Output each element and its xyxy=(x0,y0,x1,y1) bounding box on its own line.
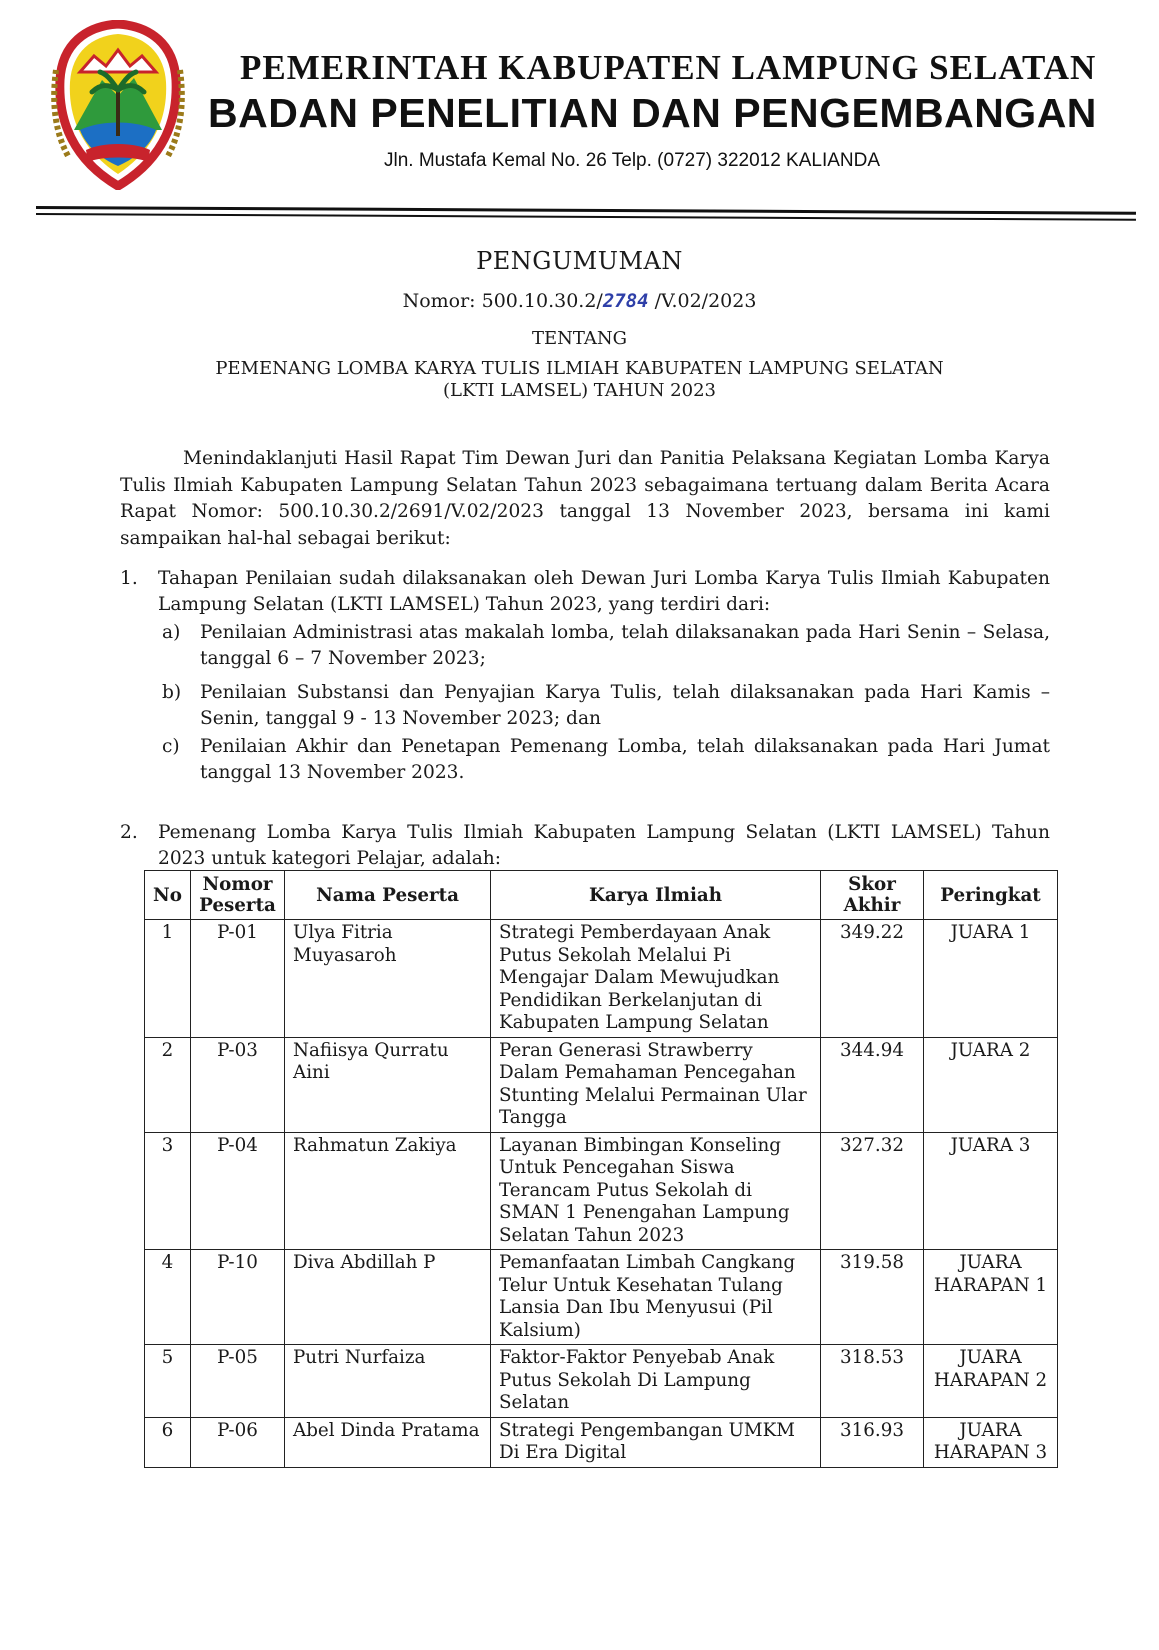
agency-address: Jln. Mustafa Kemal No. 26 Telp. (0727) 322012 KALIANDA xyxy=(384,150,881,171)
announcement-subject-line1: PEMENANG LOMBA KARYA TULIS ILMIAH KABUPATEN LAMPUNG SELATAN xyxy=(215,358,944,379)
cell-rank: JUARA 2 xyxy=(924,1037,1058,1132)
cell-rank: JUARA HARAPAN 1 xyxy=(924,1250,1058,1345)
table-row xyxy=(145,920,1058,1038)
cell-score: 327.32 xyxy=(821,1132,924,1250)
table-header-row xyxy=(145,871,1058,920)
cell-participant-number: P-06 xyxy=(191,1417,285,1467)
cell-score: 344.94 xyxy=(821,1037,924,1132)
table-row xyxy=(145,1037,1058,1132)
cell-rank: JUARA HARAPAN 3 xyxy=(924,1417,1058,1467)
table-row xyxy=(145,1345,1058,1418)
cell-score: 349.22 xyxy=(821,920,924,1038)
handwritten-number: 2784 xyxy=(602,290,649,312)
cell-work: Strategi Pemberdayaan Anak Putus Sekolah Melalui Pi Mengajar Dalam Mewujudkan Pendidikan Berkelanjutan di Kabupaten Lampung Selatan xyxy=(491,920,821,1038)
cell-work: Faktor-Faktor Penyebab Anak Putus Sekolah Di Lampung Selatan xyxy=(491,1345,821,1418)
cell-name: Diva Abdillah P xyxy=(285,1250,491,1345)
cell-participant-number: P-03 xyxy=(191,1037,285,1132)
header-work: Karya Ilmiah xyxy=(491,871,821,920)
intro-paragraph xyxy=(120,446,1050,552)
cell-participant-number: P-04 xyxy=(191,1132,285,1250)
table-row xyxy=(145,1250,1058,1345)
header-rank: Peringkat xyxy=(924,871,1058,920)
sub-item-marker: c) xyxy=(162,736,180,757)
header-participant-number: Nomor Peserta xyxy=(191,871,285,920)
cell-participant-number: P-01 xyxy=(191,920,285,1038)
number-suffix: /V.02/2023 xyxy=(648,290,757,312)
header-no: No xyxy=(145,871,191,920)
announcement-title: PENGUMUMAN xyxy=(476,247,683,275)
announcement-about: TENTANG xyxy=(531,328,628,349)
letterhead-rule-thin xyxy=(36,213,1136,220)
cell-work: Peran Generasi Strawberry Dalam Pemahaman Pencegahan Stunting Melalui Permainan Ular Tangga xyxy=(491,1037,821,1132)
sub-item-text: Penilaian Substansi dan Penyajian Karya Tulis, telah dilaksanakan pada Hari Kamis – Senin, tanggal 9 - 13 November 2023; dan xyxy=(200,682,1050,729)
announcement-number xyxy=(0,290,1159,312)
header-name: Nama Peserta xyxy=(285,871,491,920)
cell-no: 4 xyxy=(145,1250,191,1345)
intro-text: Menindaklanjuti Hasil Rapat Tim Dewan Juri dan Panitia Pelaksana Kegiatan Lomba Karya Tulis Ilmiah Kabupaten Lampung Selatan Tahun 2023 sebagaimana tertuang dalam Berita Acara Rapat Nomor: 500.10.30.2/2691/V.02/2023 tanggal 13 November 2023, bersama ini kami sampaikan hal-hal sebagai berikut: xyxy=(120,448,1050,549)
cell-name: Ulya Fitria Muyasaroh xyxy=(285,920,491,1038)
cell-work: Layanan Bimbingan Konseling Untuk Pencegahan Siswa Terancam Putus Sekolah di SMAN 1 Penengahan Lampung Selatan Tahun 2023 xyxy=(491,1132,821,1250)
cell-work: Strategi Pengembangan UMKM Di Era Digital xyxy=(491,1417,821,1467)
cell-rank: JUARA 3 xyxy=(924,1132,1058,1250)
cell-name: Abel Dinda Pratama xyxy=(285,1417,491,1467)
government-name: PEMERINTAH KABUPATEN LAMPUNG SELATAN xyxy=(240,48,1097,87)
cell-no: 5 xyxy=(145,1345,191,1418)
header-score: Skor Akhir xyxy=(821,871,924,920)
winners-table xyxy=(144,870,1058,1468)
cell-name: Nafiisya Qurratu Aini xyxy=(285,1037,491,1132)
cell-name: Rahmatun Zakiya xyxy=(285,1132,491,1250)
sub-item-marker: b) xyxy=(162,682,182,703)
sub-item-marker: a) xyxy=(162,622,181,643)
cell-score: 319.58 xyxy=(821,1250,924,1345)
cell-no: 6 xyxy=(145,1417,191,1467)
number-prefix: Nomor: 500.10.30.2/ xyxy=(402,290,603,312)
item-marker: 1. xyxy=(120,568,138,589)
cell-no: 3 xyxy=(145,1132,191,1250)
sub-item-text: Penilaian Akhir dan Penetapan Pemenang Lomba, telah dilaksanakan pada Hari Jumat tanggal 13 November 2023. xyxy=(200,736,1050,783)
regency-emblem-logo xyxy=(50,20,186,190)
cell-work: Pemanfaatan Limbah Cangkang Telur Untuk Kesehatan Tulang Lansia Dan Ibu Menyusui (Pil Kalsium) xyxy=(491,1250,821,1345)
table-row xyxy=(145,1417,1058,1467)
cell-score: 316.93 xyxy=(821,1417,924,1467)
cell-score: 318.53 xyxy=(821,1345,924,1418)
cell-no: 2 xyxy=(145,1037,191,1132)
announcement-subject-line2: (LKTI LAMSEL) TAHUN 2023 xyxy=(443,380,716,401)
cell-participant-number: P-10 xyxy=(191,1250,285,1345)
cell-participant-number: P-05 xyxy=(191,1345,285,1418)
table-row xyxy=(145,1132,1058,1250)
item-marker: 2. xyxy=(120,822,138,843)
agency-name: BADAN PENELITIAN DAN PENGEMBANGAN xyxy=(208,90,1097,136)
cell-no: 1 xyxy=(145,920,191,1038)
item-text: Tahapan Penilaian sudah dilaksanakan oleh Dewan Juri Lomba Karya Tulis Ilmiah Kabupaten Lampung Selatan (LKTI LAMSEL) Tahun 2023, yang terdiri dari: xyxy=(158,568,1050,615)
sub-item-text: Penilaian Administrasi atas makalah lomba, telah dilaksanakan pada Hari Senin – Selasa, tanggal 6 – 7 November 2023; xyxy=(200,622,1050,669)
cell-rank: JUARA 1 xyxy=(924,920,1058,1038)
item-text: Pemenang Lomba Karya Tulis Ilmiah Kabupaten Lampung Selatan (LKTI LAMSEL) Tahun 2023 untuk kategori Pelajar, adalah: xyxy=(158,822,1050,869)
cell-name: Putri Nurfaiza xyxy=(285,1345,491,1418)
cell-rank: JUARA HARAPAN 2 xyxy=(924,1345,1058,1418)
